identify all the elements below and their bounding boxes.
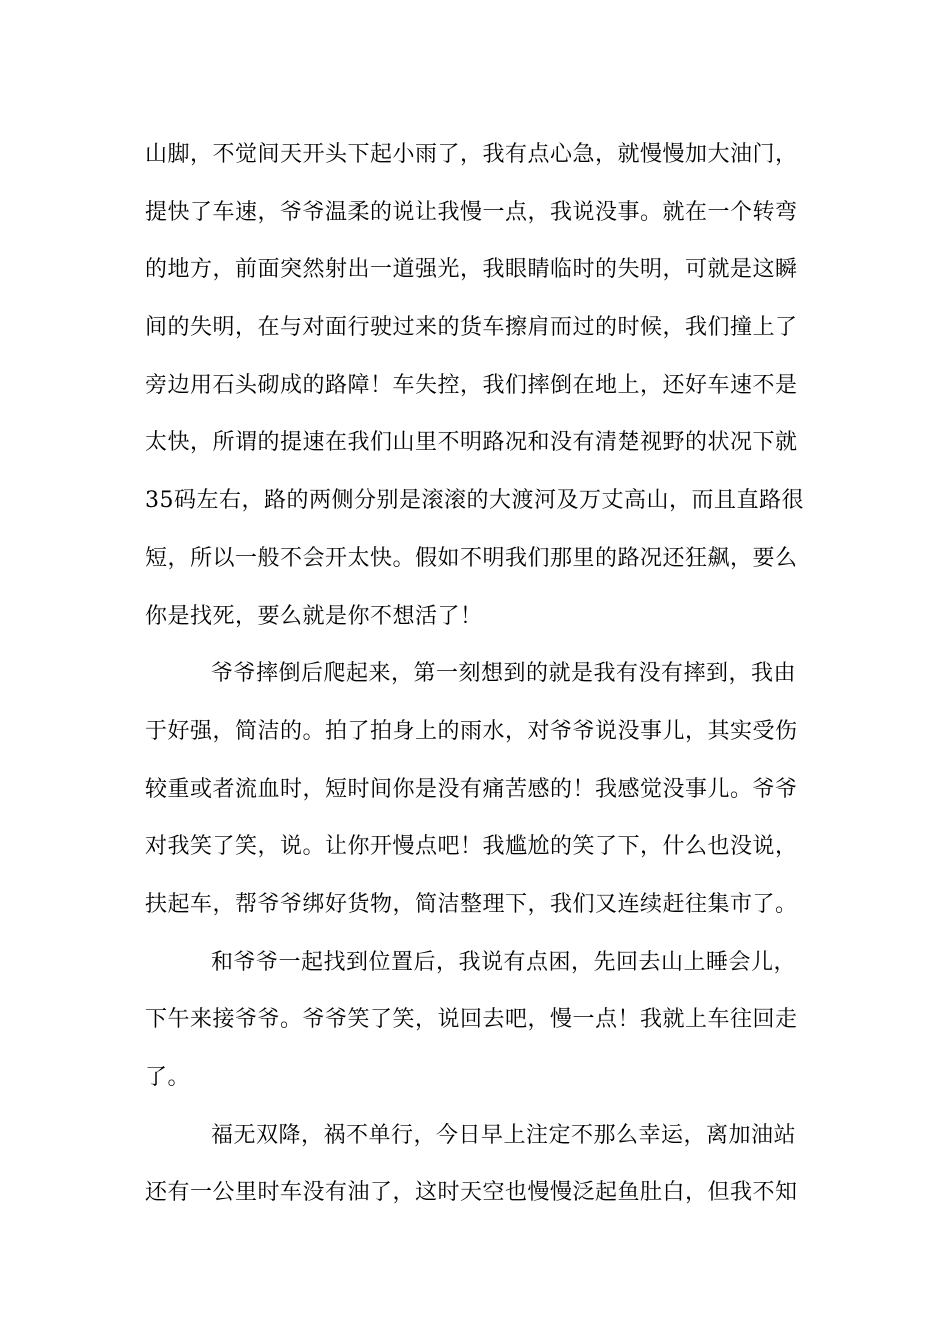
text-line: 和爷爷一起找到位置后，我说有点困，先回去山上睡会儿，	[211, 949, 797, 975]
document-body	[145, 126, 811, 1222]
text-line: 较重或者流血时，短时间你是没有痛苦感的！我感觉没事儿。爷爷	[145, 776, 798, 802]
text-line: 你是找死，要么就是你不想活了！	[145, 603, 483, 629]
text-line: 下午来接爷爷。爷爷笑了笑，说回去吧，慢一点！我就上车往回走	[145, 1007, 798, 1033]
paragraph-1	[145, 126, 811, 645]
text-line: 于好强，简洁的。拍了拍身上的雨水，对爷爷说没事儿，其实受伤	[145, 718, 798, 744]
text-line: 福无双降，祸不单行，今日早上注定不那么幸运，离加油站	[211, 1122, 797, 1148]
text-line: 旁边用石头砌成的路障！车失控，我们摔倒在地上，还好车速不是	[145, 372, 798, 398]
text-line: 爷爷摔倒后爬起来，第一刻想到的就是我有没有摔到，我由	[211, 661, 797, 687]
text-line: 山脚，不觉间天开头下起小雨了，我有点心急，就慢慢加大油门，	[145, 142, 798, 167]
text-line: 间的失明，在与对面行驶过来的货车擦肩而过的时候，我们撞上了	[145, 315, 798, 341]
text-line: 太快，所谓的提速在我们山里不明路况和没有清楚视野的状况下就	[145, 430, 798, 456]
text-line: 还有一公里时车没有油了，这时天空也慢慢泛起鱼肚白，但我不知	[145, 1180, 798, 1206]
text-line: 35码左右，路的两侧分别是滚滚的大渡河及万丈高山，而且直路很	[145, 488, 804, 514]
text-line: 提快了车速，爷爷温柔的说让我慢一点，我说没事。就在一个转弯	[145, 199, 798, 225]
text-line: 短，所以一般不会开太快。假如不明我们那里的路况还狂飙，要么	[145, 545, 798, 571]
paragraph-3	[145, 934, 811, 1107]
text-line: 了。	[145, 1065, 191, 1090]
text-line: 的地方，前面突然射出一道强光，我眼睛临时的失明，可就是这瞬	[145, 257, 798, 283]
paragraph-4	[145, 1107, 811, 1222]
text-line: 扶起车，帮爷爷绑好货物，简洁整理下，我们又连续赶往集市了。	[145, 891, 798, 917]
paragraph-2	[145, 645, 811, 933]
text-line: 对我笑了笑，说。让你开慢点吧！我尴尬的笑了下，什么也没说，	[145, 834, 798, 860]
